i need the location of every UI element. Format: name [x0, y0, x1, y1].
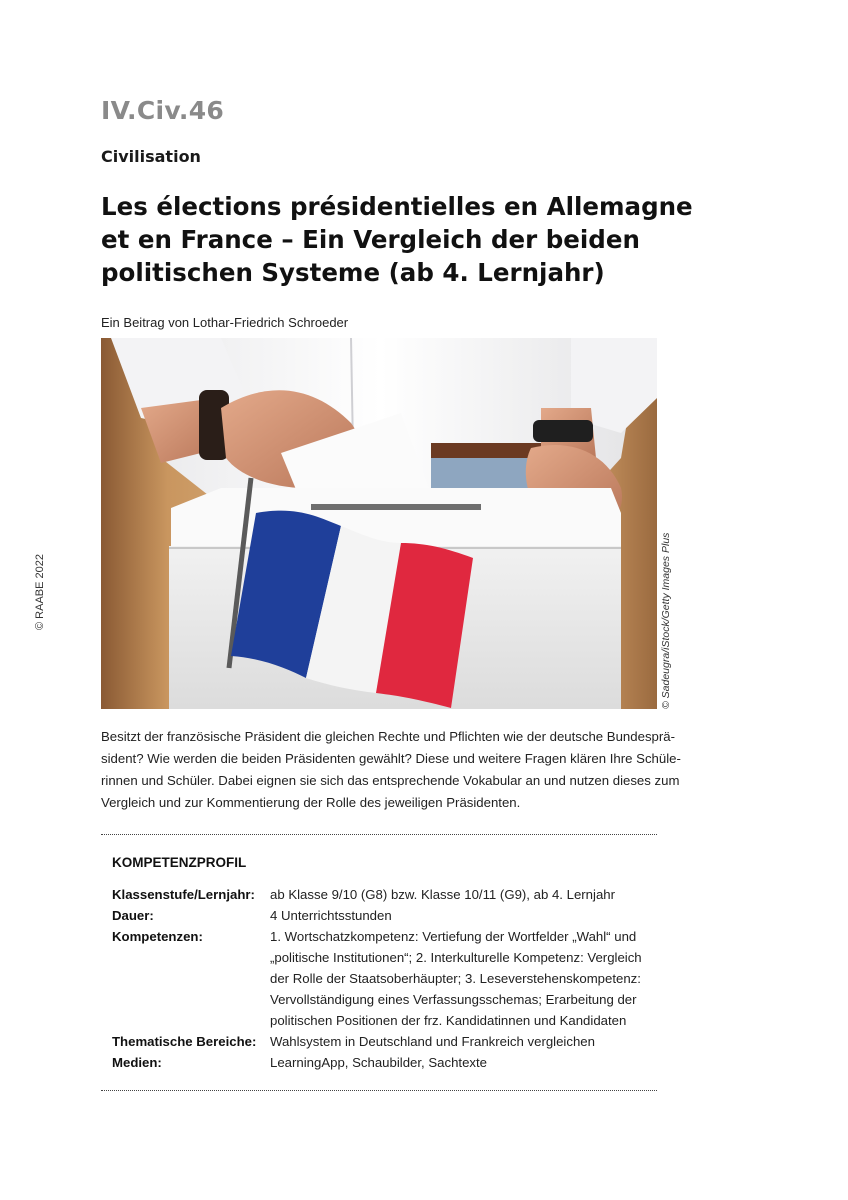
competence-profile: [112, 884, 657, 1073]
profile-value-line: Wahlsystem in Deutschland und Frankreich vergleichen: [270, 1034, 595, 1049]
profile-value-line: politischen Positionen der frz. Kandidatinnen und Kandidaten: [270, 1013, 627, 1028]
profile-row-media: [112, 1052, 657, 1073]
series-code: IV.Civ.46: [101, 96, 225, 125]
dotted-divider-top: [101, 834, 657, 835]
ballot-box-illustration: [101, 338, 657, 709]
profile-row-duration: [112, 905, 657, 926]
intro-line: sident? Wie werden die beiden Präsidenten gewählt? Diese und weitere Fragen klären Ihre Schüle-: [101, 751, 681, 766]
profile-row-topics: [112, 1031, 657, 1052]
intro-line: Besitzt der französische Präsident die gleichen Rechte und Pflichten wie der deutsche Bundesprä-: [101, 729, 675, 744]
profile-value: [270, 905, 657, 926]
image-credit: © Sadeugra/iStock/Getty Images Plus: [660, 532, 672, 709]
profile-value-line: 1. Wortschatzkompetenz: Vertiefung der Wortfelder „Wahl“ und: [270, 929, 637, 944]
intro-line: Vergleich und zur Kommentierung der Rolle des jeweiligen Präsidenten.: [101, 795, 521, 810]
profile-value: [270, 884, 657, 905]
page-title: [101, 190, 693, 289]
title-line: Les élections présidentielles en Allemagne: [101, 192, 693, 221]
profile-heading: KOMPETENZPROFIL: [112, 855, 247, 870]
ballot-box-photo: [101, 338, 657, 709]
profile-value-line: LearningApp, Schaubilder, Sachtexte: [270, 1055, 488, 1070]
title-line: et en France – Ein Vergleich der beiden: [101, 225, 640, 254]
profile-label: Dauer:: [112, 908, 154, 923]
profile-label: Klassenstufe/Lernjahr:: [112, 887, 255, 902]
profile-value: [270, 926, 657, 1031]
category-label: Civilisation: [101, 147, 201, 166]
intro-line: rinnen und Schüler. Dabei eignen sie sich das entsprechende Vokabular an und nutzen dieses zum: [101, 773, 680, 788]
title-line: politischen Systeme (ab 4. Lernjahr): [101, 258, 605, 287]
profile-value: [270, 1031, 657, 1052]
copyright-note: © RAABE 2022: [34, 554, 46, 630]
profile-value-line: ab Klasse 9/10 (G8) bzw. Klasse 10/11 (G9), ab 4. Lernjahr: [270, 887, 616, 902]
profile-row-competences: [112, 926, 657, 1031]
profile-value-line: „politische Institutionen“; 2. Interkulturelle Kompetenz: Vergleich: [270, 950, 642, 965]
profile-value: [270, 1052, 657, 1073]
profile-label: Medien:: [112, 1055, 162, 1070]
author-line: Ein Beitrag von Lothar-Friedrich Schroeder: [101, 315, 349, 330]
intro-paragraph: [101, 726, 681, 814]
profile-row-level: [112, 884, 657, 905]
profile-value-line: Vervollständigung eines Verfassungsschemas; Erarbeitung der: [270, 992, 637, 1007]
dotted-divider-bottom: [101, 1090, 657, 1091]
profile-value-line: der Rolle der Staatsoberhäupter; 3. Leseverstehenskompetenz:: [270, 971, 641, 986]
profile-label: Kompetenzen:: [112, 929, 203, 944]
profile-value-line: 4 Unterrichtsstunden: [270, 908, 392, 923]
profile-label: Thematische Bereiche:: [112, 1034, 257, 1049]
